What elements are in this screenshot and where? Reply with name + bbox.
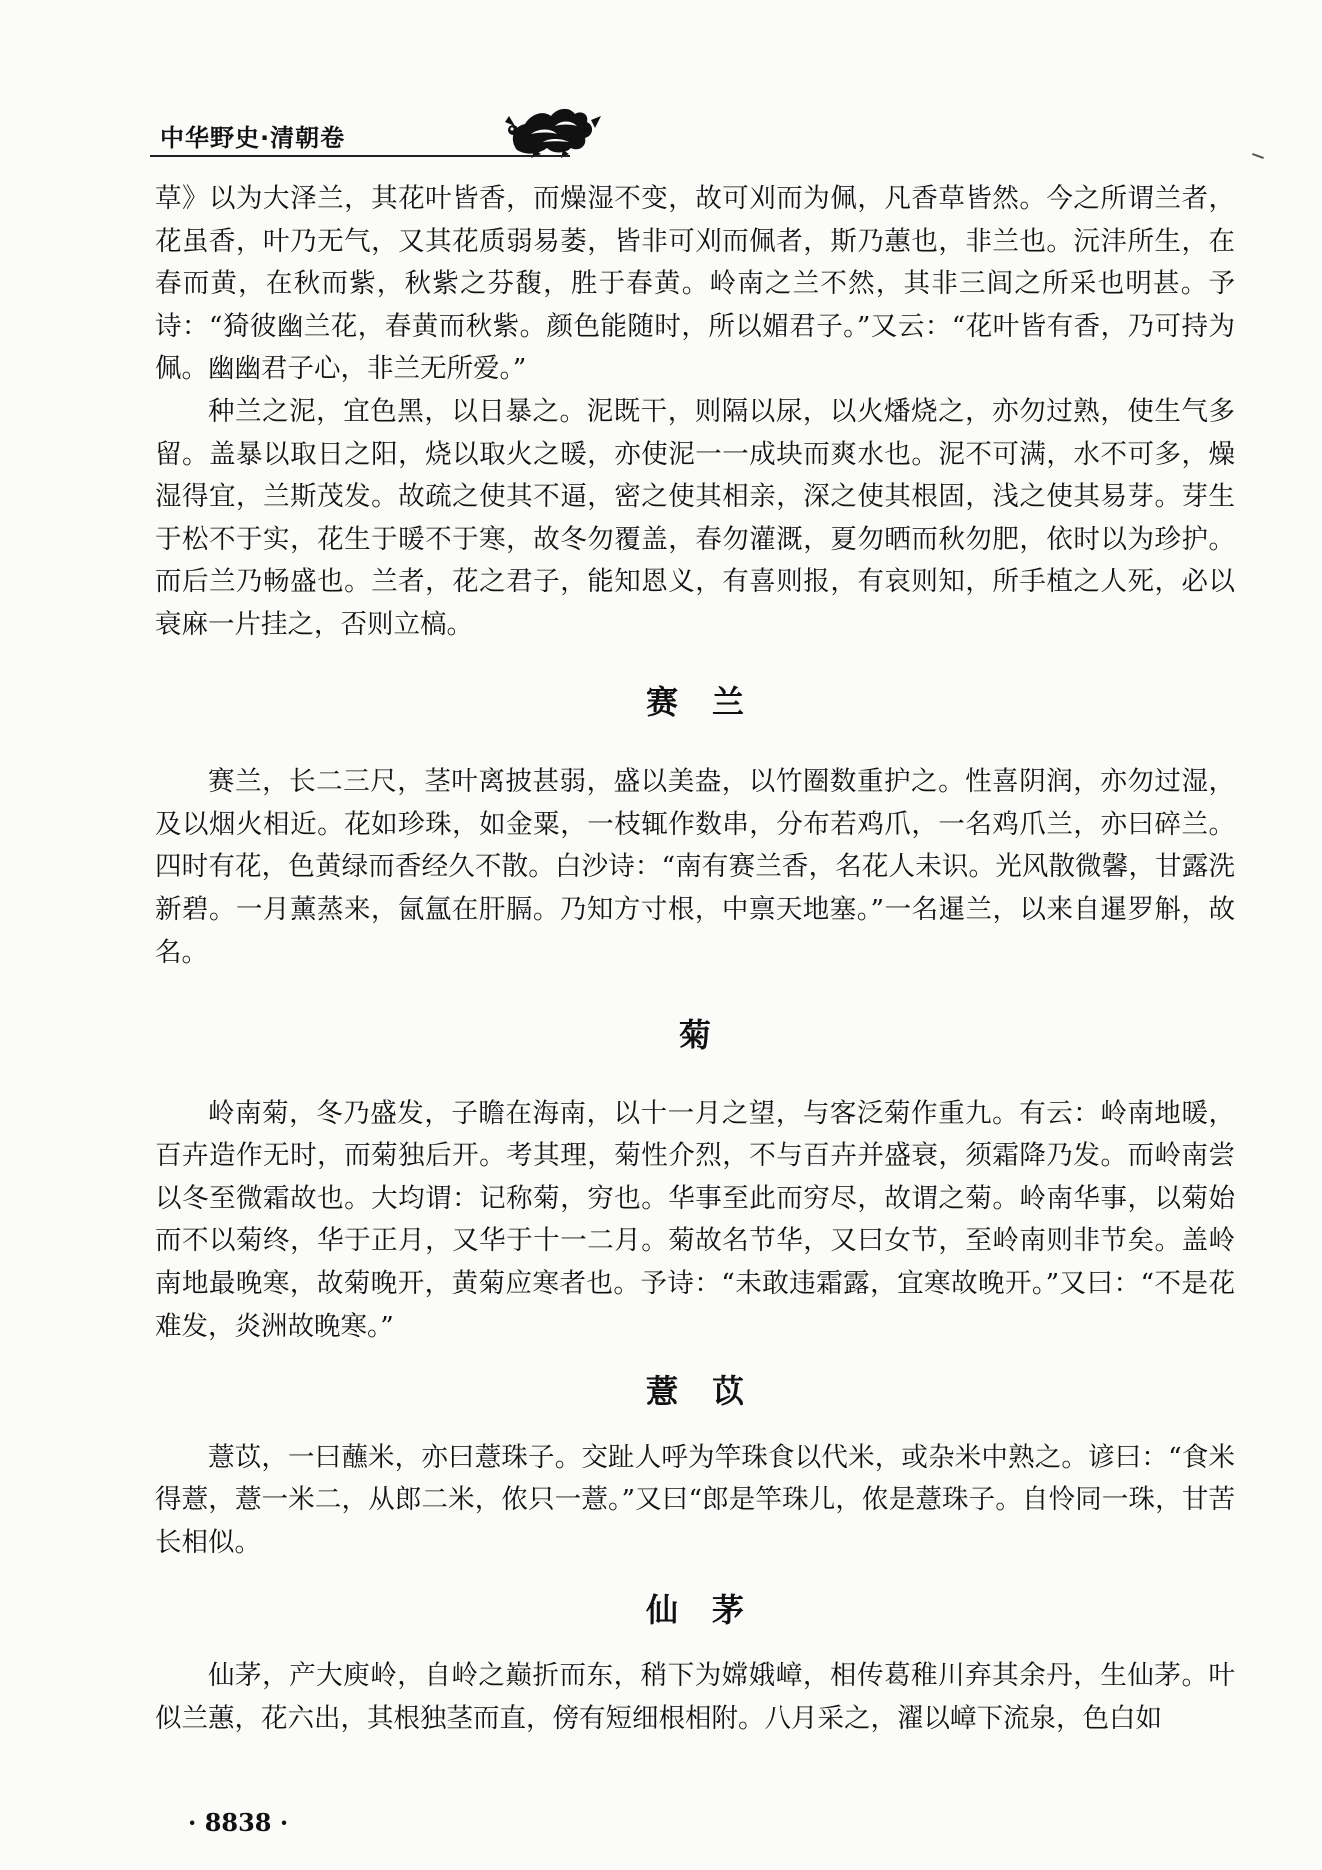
scan-mark: [1252, 153, 1264, 159]
body-paragraph: 赛兰，长二三尺，茎叶离披甚弱，盛以美盎，以竹圈数重护之。性喜阴润，亦勿过湿，及以烟火相近。花如珍珠，如金粟，一枝辄作数串，分布若鸡爪，一名鸡爪兰，亦曰碎兰。四时有花，色黄绿而香经久不散。白沙诗：“南有赛兰香，名花人未识。光风散微馨，甘露洗新碧。一月薰蒸来，氤氲在肝膈。乃知方寸根，中禀天地塞。”一名暹兰，以来自暹罗斛，故名。: [155, 766, 1235, 968]
section-heading-sailan: 赛兰: [645, 682, 778, 721]
body-paragraph: 草》以为大泽兰，其花叶皆香，而燥湿不变，故可刈而为佩，凡香草皆然。今之所谓兰者，花虽香，叶乃无气，又其花质弱易萎，皆非可刈而佩者，斯乃蕙也，非兰也。沅沣所生，在春而黄，在秋而紫，秋紫之芬馥，胜于春黄。岭南之兰不然，其非三闾之所采也明甚。予诗：“猗彼幽兰花，春黄而秋紫。颜色能随时，所以媚君子。”又云：“花叶皆有香，乃可持为佩。幽幽君子心，非兰无所爱。”: [155, 183, 1235, 385]
page-body: [155, 178, 1235, 1740]
section-heading-yiyi: 薏苡: [645, 1372, 778, 1411]
body-paragraph: 薏苡，一曰蘸米，亦曰薏珠子。交趾人呼为竿珠食以代米，或杂米中熟之。谚曰：“食米得薏，薏一米二，从郎二米，侬只一薏。”又曰“郎是竿珠儿，侬是薏珠子。自怜同一珠，甘苦长相似。: [155, 1441, 1235, 1559]
running-header: [150, 112, 570, 164]
book-title: 中华野史·清朝卷: [160, 124, 346, 152]
section-heading-xianmao: 仙茅: [645, 1590, 778, 1629]
dragon-emblem-icon: [495, 100, 605, 160]
page-number: · 8838 ·: [188, 1808, 289, 1837]
header-rule: [150, 155, 570, 157]
body-paragraph: 种兰之泥，宜色黑，以日暴之。泥既干，则隔以尿，以火燔烧之，亦勿过熟，使生气多留。盖暴以取日之阳，烧以取火之暖，亦使泥一一成块而爽水也。泥不可满，水不可多，燥湿得宜，兰斯茂发。故疏之使其不逼，密之使其相亲，深之使其根固，浅之使其易芽。芽生于松不于实，花生于暖不于寒，故冬勿覆盖，春勿灌溉，夏勿晒而秋勿肥，依时以为珍护。而后兰乃畅盛也。兰者，花之君子，能知恩义，有喜则报，有哀则知，所手植之人死，必以衰麻一片挂之，否则立槁。: [155, 395, 1235, 640]
body-paragraph: 仙茅，产大庾岭，自岭之巅折而东，稍下为嫦娥嶂，相传葛稚川弃其余丹，生仙茅。叶似兰蕙，花六出，其根独茎而直，傍有短细根相附。八月采之，濯以嶂下流泉，色白如: [155, 1660, 1235, 1734]
body-paragraph: 岭南菊，冬乃盛发，子瞻在海南，以十一月之望，与客泛菊作重九。有云：岭南地暖，百卉造作无时，而菊独后开。考其理，菊性介烈，不与百卉并盛衰，须霜降乃发。而岭南尝以冬至微霜故也。大均谓：记称菊，穷也。华事至此而穷尽，故谓之菊。岭南华事，以菊始而不以菊终，华于正月，又华于十一二月。菊故名节华，又曰女节，至岭南则非节矣。盖岭南地最晚寒，故菊晚开，黄菊应寒者也。予诗：“未敢违霜露，宜寒故晚开。”又曰：“不是花难发，炎洲故晚寒。”: [155, 1097, 1235, 1342]
section-heading-ju: 菊: [678, 1016, 745, 1055]
